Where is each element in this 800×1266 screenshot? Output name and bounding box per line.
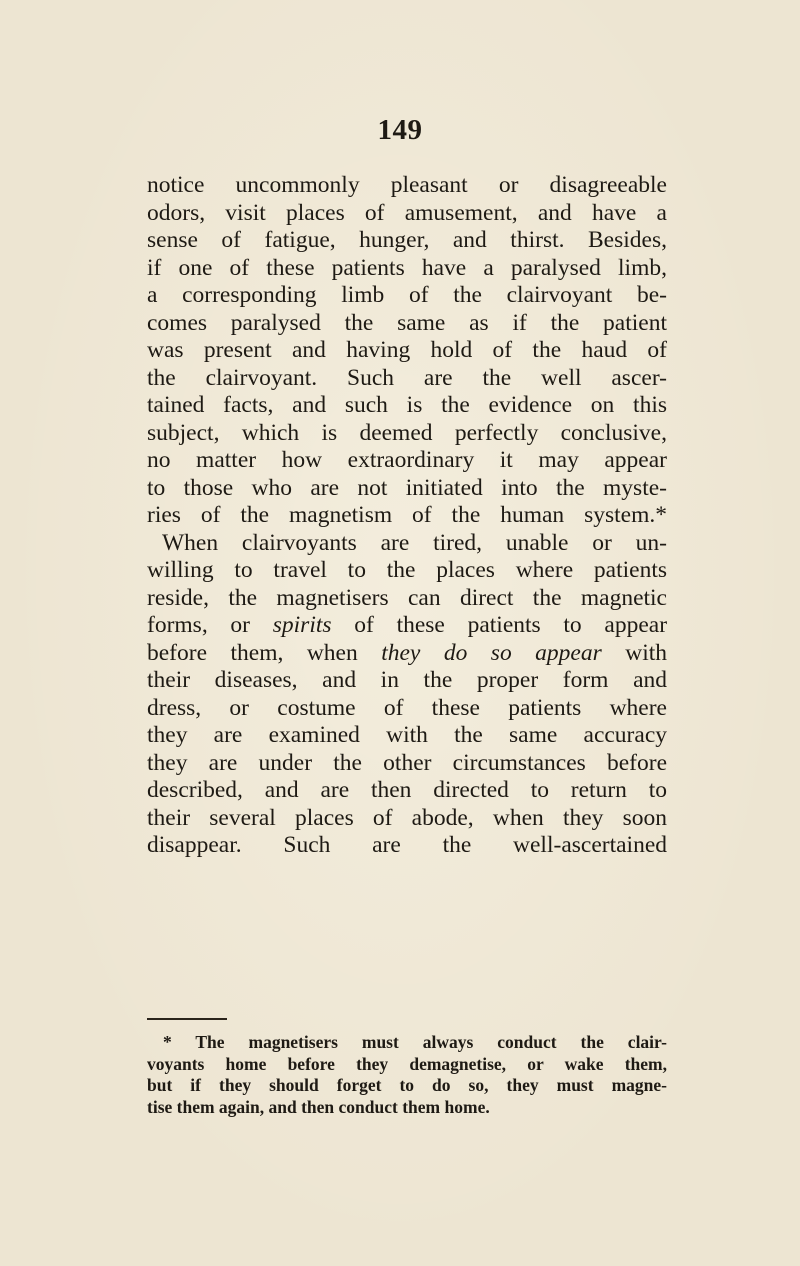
italic-spirits: spirits	[272, 612, 332, 638]
body-line: odors, visit places of amusement, and have a	[147, 199, 667, 226]
body-line-with-italic	[147, 640, 667, 668]
body-line-with-italic	[147, 612, 667, 640]
body-line: comes paralysed the same as if the patient	[147, 309, 667, 336]
body-line-segment: before them, when	[147, 639, 358, 666]
body-line: if one of these patients have a paralysed limb,	[147, 254, 667, 281]
body-text	[147, 172, 667, 860]
body-line: their diseases, and in the proper form and	[147, 667, 667, 693]
body-line: a corresponding limb of the clairvoyant be-	[147, 282, 667, 308]
body-line-segment: with	[625, 639, 668, 666]
footnote-line: but if they should forget to do so, they must magne-	[147, 1075, 667, 1095]
body-line: notice uncommonly pleasant or disagreeable	[147, 172, 667, 198]
body-line-segment: forms, or	[147, 612, 251, 638]
footnote-line: * The magnetisers must always conduct the clair-	[163, 1032, 667, 1052]
body-line: dress, or costume of these patients where	[147, 694, 667, 721]
body-line: described, and are then directed to return to	[147, 777, 667, 803]
body-line: was present and having hold of the haud of	[147, 337, 667, 363]
body-line: When clairvoyants are tired, unable or un-	[162, 529, 667, 556]
body-line: they are examined with the same accuracy	[147, 722, 667, 748]
body-line: ries of the magnetism of the human system.*	[147, 502, 667, 528]
body-line: subject, which is deemed perfectly conclusive,	[147, 419, 667, 446]
footnote-line: voyants home before they demagnetise, or wake them,	[147, 1053, 667, 1074]
body-line: no matter how extraordinary it may appear	[147, 447, 667, 473]
body-line: their several places of abode, when they soon	[147, 804, 667, 831]
body-line: the clairvoyant. Such are the well ascer-	[147, 364, 667, 391]
body-line: sense of fatigue, hunger, and thirst. Besides,	[147, 227, 667, 253]
body-line: willing to travel to the places where patients	[147, 557, 667, 583]
body-line: disappear. Such are the well-ascertained	[147, 832, 667, 858]
footnote-rule	[147, 1018, 227, 1020]
italic-they-do-so-appear: they do so appear	[381, 639, 602, 666]
body-line: reside, the magnetisers can direct the magnetic	[147, 584, 667, 611]
body-line: to those who are not initiated into the myste-	[147, 474, 667, 501]
body-line-segment: of these patients to appear	[354, 612, 668, 638]
body-line: tained facts, and such is the evidence on this	[147, 392, 667, 418]
footnote-line: tise them again, and then conduct them home.	[147, 1096, 490, 1117]
body-line: they are under the other circumstances before	[147, 749, 667, 776]
page-number: 149	[377, 114, 423, 146]
footnote	[147, 1032, 667, 1118]
